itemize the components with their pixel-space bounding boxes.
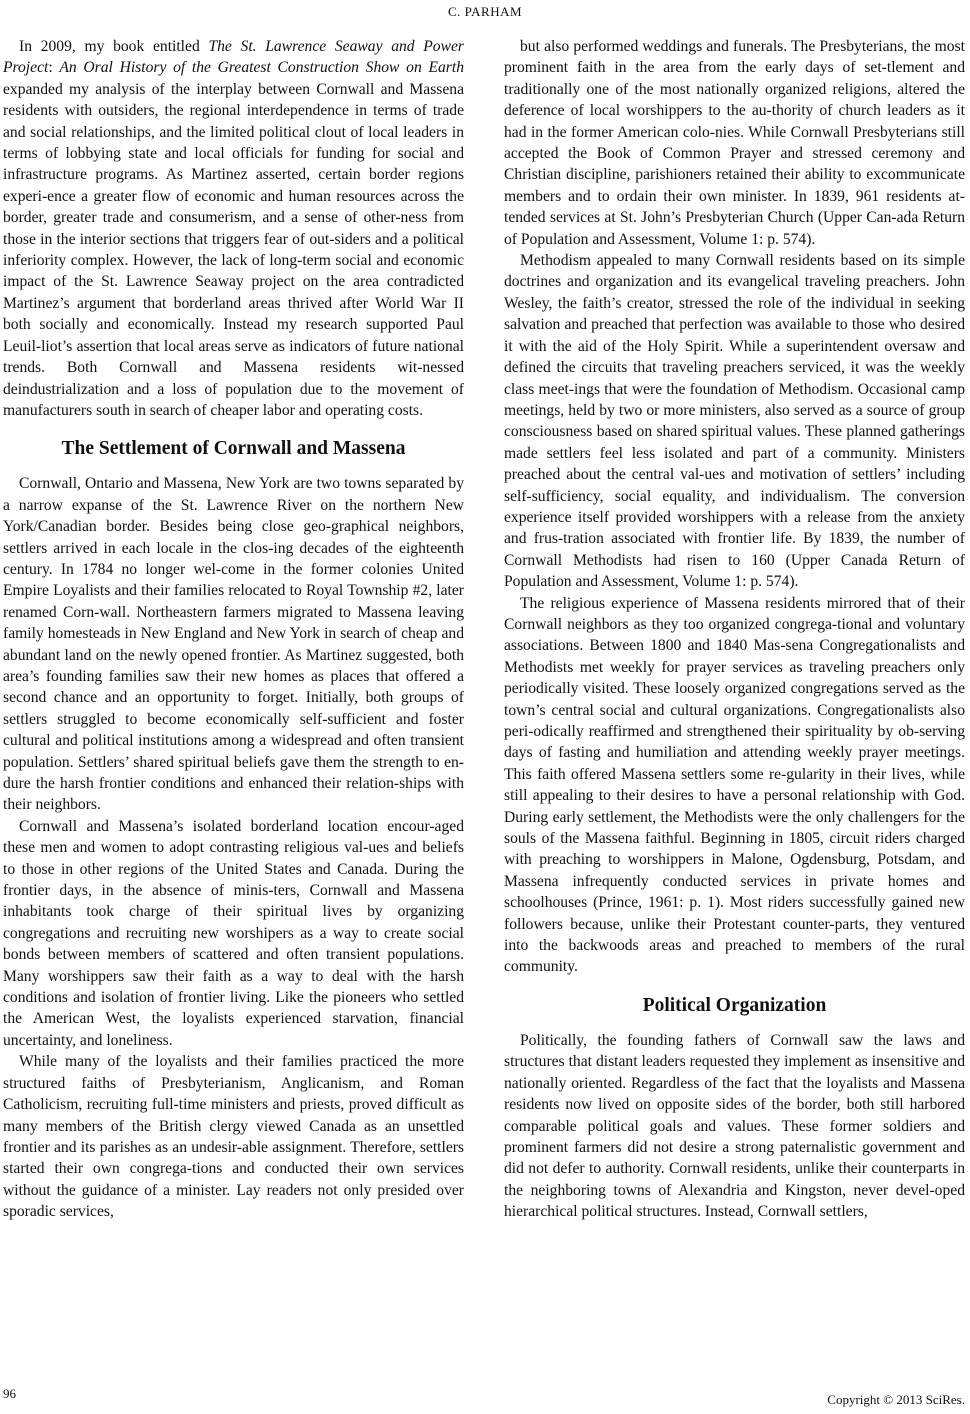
paragraph-methodism: Methodism appealed to many Cornwall residents based on its simple doctrines and organization and its evangelical traveling preachers. John Wesley, the faith’s creator, stressed the role of the individual in seeking salvation and preached that perfection was available to those who desired it with the aid of the Holy Spirit. While a superintendent oversaw and defined the circuits that traveling preachers serviced, it was the weekly class meet-ings that were the foundation of Methodism. Occasional camp meetings, held by two or more ministers, also served as a source of group consciousness based on shared spiritual values. These planned gatherings made settlers feel less isolated and part of a community. Ministers preached about the central val-ues and motivation of settlers’ including self-sufficiency, social equality, and individualism. The conversion experience itself provided worshippers with a release from the anxiety and frus-tration associated with frontier life. By 1839, the number of Cornwall Methodists had risen to 160 (Upper Canada Return of Population and Assessment, Volume 1: p. 574). <box>504 252 965 591</box>
section-heading-political: Political Organization <box>642 994 827 1016</box>
paragraph-massena-religion: The religious experience of Massena residents mirrored that of their Cornwall neighbors as they too organized congrega-tional and voluntary associations. Between 1800 and 1840 Mas-sena Congregationalists and Methodists met weekly for prayer services as traveling preachers only periodically visited. These loosely organized congregations served as the town’s central social and cultural organizations. Congregationalists also peri-odically reaffirmed and strengthened their spirituality by ob-serving days of fasting and humiliation and attending weekly prayer meetings. This faith offered Massena settlers some re-gularity in their lives, while still appealing to their desires to have a personal relationship with God. During early settlement, the Methodists were the only challengers for the souls of the Massena faithful. Beginning in 1805, circuit riders charged with preaching to worshippers in Malone, Ogdensburg, Potsdam, and Massena infrequently conducted services in private homes and schoolhouses (Prince, 1961: p. 1). Most riders successfully gained new followers because, unlike their Protestant counter-parts, they ventured into the backwoods areas and preached to members of the rural community. <box>504 594 965 976</box>
paragraph-religion: Cornwall and Massena’s isolated borderland location encour-aged these men and women to adopt contrasting religious val-ues and beliefs to those in other regions of the United States and Canada. During the frontier days, in the absence of minis-ters, Cornwall and Massena inhabitants took charge of their spiritual lives by organizing congregations and recruiting new worshipers as a way to create social bonds between members of scattered and often transient populations. Many worshippers saw their faith as a way to deal with the harsh conditions and isolation of frontier living. Like the pioneers who settled the American West, the loyalists experienced starvation, financial uncertainty, and loneliness. <box>3 817 464 1049</box>
right-column <box>504 36 965 1223</box>
copyright-notice: Copyright © 2013 SciRes. <box>827 1392 965 1407</box>
paragraph-presbyterians: but also performed weddings and funerals. The Presbyterians, the most prominent faith in the area from the early days of set-tlement and traditionally one of the most nationally organized religions, altered the deference of local worshippers to the au-thority of church leaders as it had in the former American colo-nies. While Cornwall Presbyterians still accepted the Book of Common Prayer and stressed ceremony and Christian discipline, parishioners retained their ability to excommunicate members and to ordain their own minister. In 1839, 961 residents at-tended services at St. John’s Presbyterian Church (Upper Can-ada Return of Population and Assessment, Volume 1: p. 574). <box>504 38 965 248</box>
intro-text: In 2009, my book entitled <box>19 38 209 55</box>
book-title-text: The St. Lawrence Seaway and Power Project <box>3 38 464 77</box>
left-column <box>3 36 464 1223</box>
intro-text: : <box>48 59 60 77</box>
page-number: 96 <box>3 1386 16 1401</box>
paragraph-intro <box>3 36 464 421</box>
paragraph-politics: Politically, the founding fathers of Cornwall saw the laws and structures that distant leaders requested they implement as insensitive and nationally oriented. Regardless of the fact that the loyalists and Massena residents now lived on opposite sides of the border, both still harbored comparable political goals and values. These former soldiers and prominent farmers did not desire a strong paternalistic government and did not defer to authority. Cornwall residents, unlike their counterparts in the neighboring towns of Alexandria and Kingston, never devel-oped hierarchical political structures. Instead, Cornwall settlers, <box>504 1031 965 1221</box>
intro-text: expanded my analysis of the interplay between Cornwall and Massena residents with outsiders, the regional interdependence in terms of trade and social relationships, and the limited political clout of local leaders in terms of lobbying state and local officials for funding for social and infrastructure programs. As Martinez asserted, certain border regions experi-ence a greater flow of economic and human resources across the border, greater trade and consumerism, and a sense of other-ness from those in the interior sections that triggers fear of out-siders and a political inferiority complex. However, the lack of long-term social and economic impact of the St. Lawrence Seaway project on the area contradicted Martinez’s argument that borderland areas thrived after World War II both socially and economically. Instead my research supported Paul Leuil-liot’s assertion that local areas serve as indicators of future national trends. Both Cornwall and Massena residents wit-nessed deindustrialization and a loss of population due to the movement of manufacturers south in search of cheaper labor and operating costs. <box>3 80 464 419</box>
section-heading-settlement: The Settlement of Cornwall and Massena <box>61 438 406 460</box>
paragraph-loyalists: While many of the loyalists and their families practiced the more structured faiths of Presbyterianism, Anglicanism, and Roman Catholicism, recruiting full-time ministers and priests, proved difficult as many members of the British clergy viewed Canada as an unsettled frontier and its parishes as an undesir-able assignment. Therefore, settlers started their own congrega-tions and conducted their own services without the guidance of a minister. Lay readers not only presided over sporadic services, <box>3 1053 464 1221</box>
paragraph-settlement: Cornwall, Ontario and Massena, New York are two towns separated by a narrow expanse of the St. Lawrence River on the northern New York/Canadian border. Besides being close geo-graphical neighbors, settlers arrived in each locale in the clos-ing decades of the eighteenth century. In 1784 no longer wel-come in the former colonies United Empire Loyalists and their families relocated to Royal Township #2, later renamed Corn-wall. Northeastern farmers migrated to Massena leaving family homesteads in New England and New York in search of cheap and abundant land on the newly opened frontier. As Martinez suggested, both area’s founding families saw their new homes as places that offered a second chance and an opportunity to forget. Initially, both groups of settlers struggled to become economically self-sufficient and foster cultural and political institutions among a widespread and often transient population. Settlers’ shared spiritual beliefs gave them the strength to en-dure the harsh frontier conditions and enhanced their relation-ships with their neighbors. <box>3 475 464 814</box>
book-title-text: An Oral History of the Greatest Construction Show on Earth <box>59 59 464 77</box>
running-head: C. PARHAM <box>447 4 523 19</box>
